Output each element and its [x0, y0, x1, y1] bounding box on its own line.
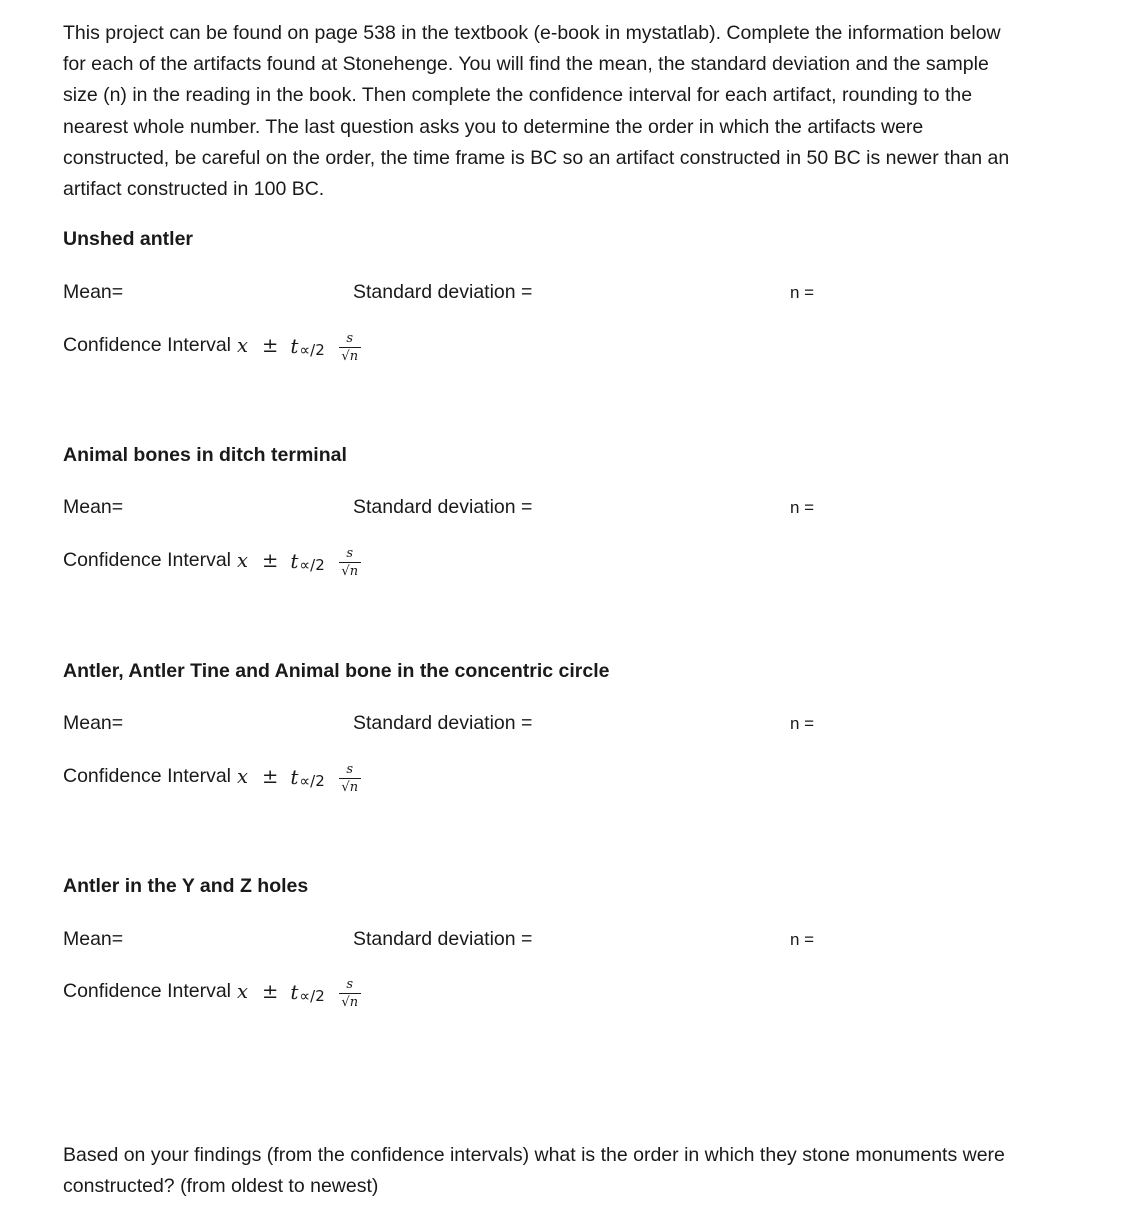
plus-minus-symbol: ± — [262, 334, 279, 357]
section-title: Animal bones in ditch terminal — [63, 444, 347, 466]
alpha-subscript: ∝/2 — [299, 555, 325, 574]
standard-deviation-label: Standard deviation = — [353, 712, 533, 734]
final-question: Based on your findings (from the confidence intervals) what is the order in which they stone monuments were constructed? (from oldest to newest) — [63, 1144, 1005, 1198]
confidence-interval-formula — [63, 545, 361, 579]
s-over-sqrt-n — [339, 978, 361, 1009]
t-symbol: t — [290, 764, 299, 789]
alpha-subscript: ∝/2 — [299, 986, 325, 1005]
s-over-sqrt-n — [339, 332, 361, 363]
numerator-s: s — [346, 977, 354, 992]
sample-size-label: n = — [790, 714, 815, 733]
confidence-interval-formula — [63, 976, 361, 1010]
denominator-sqrt-n: √n — [341, 564, 359, 579]
plus-minus-symbol: ± — [262, 765, 279, 788]
plus-minus-symbol: ± — [262, 549, 279, 572]
denominator-sqrt-n: √n — [341, 780, 359, 795]
standard-deviation-label: Standard deviation = — [353, 928, 533, 950]
alpha-subscript: ∝/2 — [299, 340, 325, 359]
x-symbol: x — [237, 765, 249, 788]
mean-label: Mean= — [63, 496, 124, 518]
x-symbol: x — [237, 980, 249, 1003]
t-symbol: t — [290, 548, 299, 573]
standard-deviation-label: Standard deviation = — [353, 281, 533, 303]
confidence-interval-formula — [63, 330, 361, 364]
ci-label: Confidence Interval — [63, 549, 232, 571]
x-symbol: x — [237, 334, 249, 357]
t-symbol: t — [290, 979, 299, 1004]
section-title: Antler in the Y and Z holes — [63, 875, 309, 897]
standard-deviation-label: Standard deviation = — [353, 496, 533, 518]
mean-label: Mean= — [63, 281, 124, 303]
sample-size-label: n = — [790, 930, 815, 949]
section-title: Antler, Antler Tine and Animal bone in the concentric circle — [63, 660, 610, 682]
denominator-sqrt-n: √n — [341, 995, 359, 1010]
denominator-sqrt-n: √n — [341, 349, 359, 364]
mean-label: Mean= — [63, 928, 124, 950]
ci-label: Confidence Interval — [63, 765, 232, 787]
s-over-sqrt-n — [339, 547, 361, 578]
numerator-s: s — [346, 762, 354, 777]
section-title: Unshed antler — [63, 228, 194, 250]
sample-size-label: n = — [790, 283, 815, 302]
sample-size-label: n = — [790, 498, 815, 517]
mean-label: Mean= — [63, 712, 124, 734]
s-over-sqrt-n — [339, 763, 361, 794]
x-symbol: x — [237, 549, 249, 572]
numerator-s: s — [346, 546, 354, 561]
ci-label: Confidence Interval — [63, 334, 232, 356]
plus-minus-symbol: ± — [262, 980, 279, 1003]
confidence-interval-formula — [63, 761, 361, 795]
numerator-s: s — [346, 331, 354, 346]
t-symbol: t — [290, 333, 299, 358]
ci-label: Confidence Interval — [63, 980, 232, 1002]
alpha-subscript: ∝/2 — [299, 771, 325, 790]
intro-paragraph: This project can be found on page 538 in the textbook (e-book in mystatlab). Complete the information below for each of the artifacts found at Stonehenge. You will find the mean, the standard deviation and the sample size (n) in the reading in the book. Then complete the confidence interval for each artifact, rounding to the nearest whole number. The last question asks you to determine the order in which the artifacts were constructed, be careful on the order, the time frame is BC so an artifact constructed in 50 BC is newer than an artifact constructed in 100 BC. — [63, 22, 1010, 201]
